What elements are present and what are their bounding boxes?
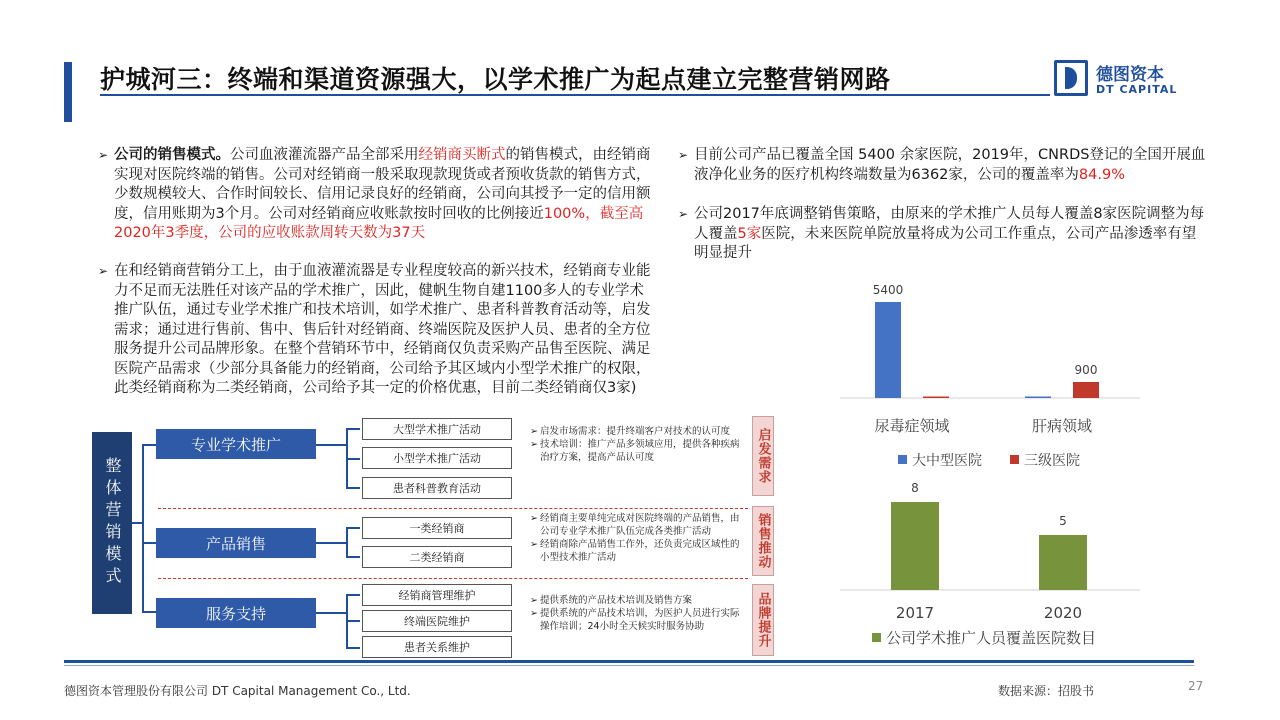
section-divider xyxy=(158,508,748,509)
bullet-arrow-icon: ➢ xyxy=(98,264,109,278)
logo xyxy=(1054,60,1194,100)
connector-line xyxy=(142,444,156,446)
connector-line xyxy=(346,527,360,529)
note-item: ➢ 经销商主要单纯完成对医院终端的产品销售，由公司专业学术推广队伍完成各类推广活动 xyxy=(530,513,740,537)
connector-line xyxy=(346,428,360,430)
x-tick-label: 2020 xyxy=(1043,604,1083,622)
highlight-text: 经销商买断式 xyxy=(418,147,506,163)
tag-brand-boost: 品牌提升 xyxy=(752,584,774,656)
connector-line xyxy=(142,611,156,613)
title-divider xyxy=(100,94,1050,96)
connector-line xyxy=(142,444,144,612)
bar-2017 xyxy=(891,502,939,590)
legend-swatch xyxy=(898,455,907,464)
logo-text-cn: 德图资本 xyxy=(1096,65,1164,85)
paragraph-strategy xyxy=(678,205,1206,264)
bar-2020 xyxy=(1039,535,1087,590)
bullet-arrow-icon: ➢ xyxy=(530,513,538,524)
bar-三级医院 xyxy=(923,397,949,399)
diagram-root-node: 整体营销模式 xyxy=(92,432,132,614)
connector-line xyxy=(316,542,346,544)
legend-label: 三级医院 xyxy=(1024,453,1080,469)
legend-label: 大中型医院 xyxy=(912,453,982,469)
note-item: ➢ 提供系统的产品技术培训及销售方案 xyxy=(530,595,693,606)
data-label: 8 xyxy=(911,481,919,495)
bullet-arrow-icon: ➢ xyxy=(530,426,538,437)
connector-line xyxy=(346,647,360,649)
connector-line xyxy=(346,458,360,460)
bar-三级医院 xyxy=(1073,382,1099,398)
note-item: ➢ 启发市场需求：提升终端客户对技术的认可度 xyxy=(530,426,731,437)
chart-coverage-per-person xyxy=(830,478,1150,654)
branch-notes xyxy=(530,512,740,564)
connector-line xyxy=(132,522,142,524)
data-label: 900 xyxy=(1074,363,1098,377)
branch-node-academic: 专业学术推广 xyxy=(156,429,316,459)
bullet-arrow-icon: ➢ xyxy=(678,148,689,162)
logo-text-en: DT CAPITAL xyxy=(1096,83,1178,96)
footer-divider xyxy=(64,660,1194,663)
bullet-arrow-icon: ➢ xyxy=(530,539,538,550)
leaf-node: 患者关系维护 xyxy=(362,636,512,658)
paragraph-text: 公司血液灌流器产品全部采用 xyxy=(230,147,419,163)
paragraph-text: 公司2017年底调整销售策略，由原来的学术推广人员每人覆盖8家医院调整为每人覆盖 xyxy=(694,206,1205,242)
data-label: 5 xyxy=(1059,514,1067,528)
connector-line xyxy=(346,527,348,557)
leaf-node: 经销商管理维护 xyxy=(362,584,512,606)
leaf-node: 小型学术推广活动 xyxy=(362,447,512,469)
leaf-node: 一类经销商 xyxy=(362,517,512,539)
paragraph-text: 目前公司产品已覆盖全国 5400 余家医院，2019年，CNRDS登记的全国开展血液净化业务的医疗机构终端数量为6362家，公司的覆盖率为 xyxy=(694,147,1206,183)
paragraph-text: 在和经销商营销分工上，由于血液灌流器是专业程度较高的新兴技术，经销商专业能力不足而无法胜任对该产品的学术推广，因此，健帆生物自建1100多人的专业学术推广队伍，通过专业学术推广和技术培训，如学术推广、患者科普教育活动等，启发需求；通过进行售前、售中、售后针对经销商、终端医院及医护人员、患者的全方位服务提升公司品牌形象。在整个营销环节中，经销商仅负责采购产品售至医院、满足医院产品需求（少部分具备能力的经销商，公司给予其区域内小型学术推广的权限，此类经销商称为二类经销商，公司给予其一定的价格优惠，目前二类经销商仅3家) xyxy=(114,263,651,396)
title-accent-bar xyxy=(64,62,72,122)
bullet-arrow-icon: ➢ xyxy=(678,207,689,221)
section-divider xyxy=(158,578,748,579)
page-title: 护城河三：终端和渠道资源强大，以学术推广为起点建立完整营销网路 xyxy=(100,65,891,94)
paragraph-label: 公司的销售模式。 xyxy=(114,147,230,163)
chart-hospital-coverage xyxy=(830,272,1150,478)
x-tick-label: 2017 xyxy=(895,604,935,622)
highlight-text: 5家 xyxy=(737,225,762,242)
highlight-text: 84.9% xyxy=(1078,166,1125,183)
paragraph-sales-model xyxy=(98,146,656,244)
x-tick-label: 肝病领域 xyxy=(1031,417,1093,435)
bar-大中型医院 xyxy=(1025,397,1051,399)
data-label: 5400 xyxy=(872,283,904,297)
note-item: ➢ 经销商除产品销售工作外，还负责完成区域性的小型技术推广活动 xyxy=(530,539,740,563)
leaf-node: 大型学术推广活动 xyxy=(362,418,512,440)
connector-line xyxy=(346,556,360,558)
bullet-arrow-icon: ➢ xyxy=(530,595,538,606)
legend-swatch xyxy=(1010,455,1019,464)
connector-line xyxy=(346,487,360,489)
connector-line xyxy=(316,612,346,614)
legend-label: 公司学术推广人员覆盖医院数目 xyxy=(886,629,1097,647)
connector-line xyxy=(316,444,346,446)
bullet-arrow-icon: ➢ xyxy=(530,439,538,450)
bullet-arrow-icon: ➢ xyxy=(98,148,109,162)
branch-notes xyxy=(530,594,740,633)
logo-mark-icon xyxy=(1054,60,1088,96)
bullet-arrow-icon: ➢ xyxy=(530,608,538,619)
note-item: ➢ 技术培训：推广产品多领域应用，提供各种疾病治疗方案，提高产品认可度 xyxy=(530,439,740,463)
tag-sales-drive: 销售推动 xyxy=(752,506,774,576)
connector-line xyxy=(346,594,360,596)
leaf-node: 二类经销商 xyxy=(362,546,512,568)
branch-node-service: 服务支持 xyxy=(156,598,316,628)
note-item: ➢ 提供系统的产品技术培训，为医护人员进行实际操作培训；24小时全天候实时服务协助 xyxy=(530,608,740,632)
footer-company: 德图资本管理股份有限公司 DT Capital Management Co., Ltd. xyxy=(64,684,411,698)
connector-line xyxy=(142,542,156,544)
bar-大中型医院 xyxy=(875,302,901,398)
leaf-node: 终端医院维护 xyxy=(362,610,512,632)
branch-node-sales: 产品销售 xyxy=(156,528,316,558)
footer-source: 数据来源：招股书 xyxy=(998,684,1095,698)
page-number: 27 xyxy=(1188,679,1204,693)
x-tick-label: 尿毒症领域 xyxy=(874,417,950,435)
tag-stimulate-demand: 启发需求 xyxy=(752,416,774,496)
paragraph-text: 医院，未来医院单院放量将成为公司工作重点，公司产品渗透率有望明显提升 xyxy=(694,225,1197,261)
highlight-text: 100%，截至高2020年3季度，公司的应收账款周转天数为37天 xyxy=(114,205,644,241)
branch-notes xyxy=(530,425,740,464)
connector-line xyxy=(346,620,360,622)
paragraph-text: 的销售模式，由经销商实现对医院终端的销售。公司对经销商一般采取现款现货或者预收货款的销售方式，少数规模较大、合作时间较长、信用记录良好的经销商，公司向其授予一定的信用额度，信用账期为3个月。公司对经销商应收账款按时回收的比例接近 xyxy=(114,147,651,222)
paragraph-coverage xyxy=(678,146,1206,185)
legend-swatch xyxy=(872,633,881,642)
leaf-node: 患者科普教育活动 xyxy=(362,477,512,499)
footer-divider-thin xyxy=(64,665,1194,666)
paragraph-division-of-labor xyxy=(98,262,656,399)
